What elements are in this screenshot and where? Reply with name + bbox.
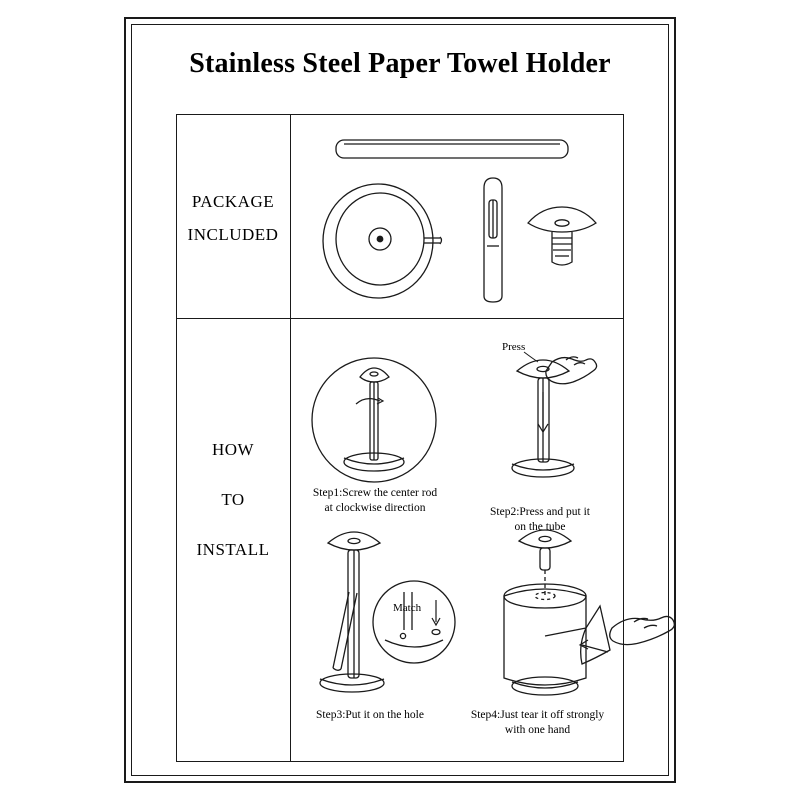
caption-line: Step2:Press and put it: [490, 506, 590, 518]
row-label-line: INSTALL: [196, 540, 270, 559]
caption-step4: [450, 708, 625, 738]
page-title: Stainless Steel Paper Towel Holder: [189, 48, 611, 79]
caption-line: Step1:Screw the center rod: [312, 487, 438, 499]
caption-step3: [285, 708, 455, 723]
caption-line: with one hand: [504, 724, 571, 736]
step4-illustration: [504, 530, 674, 695]
caption-step1: [290, 486, 460, 516]
row-label-line: PACKAGE: [191, 192, 275, 211]
annotation-match: Match: [393, 602, 422, 614]
annotation-press: Press: [502, 341, 526, 353]
row-label-line: TO: [221, 490, 245, 509]
step1-illustration: [312, 358, 436, 482]
step2-illustration: [512, 352, 597, 477]
row-label-line: INCLUDED: [187, 225, 279, 244]
caption-line: Step4:Just tear it off strongly: [470, 709, 605, 721]
caption-step2: [455, 505, 625, 535]
step3-illustration: [320, 532, 455, 692]
caption-line: at clockwise direction: [324, 502, 426, 514]
row-label-line: HOW: [211, 440, 255, 459]
caption-line: Step3:Put it on the hole: [316, 709, 424, 721]
caption-line: on the tube: [514, 521, 566, 533]
